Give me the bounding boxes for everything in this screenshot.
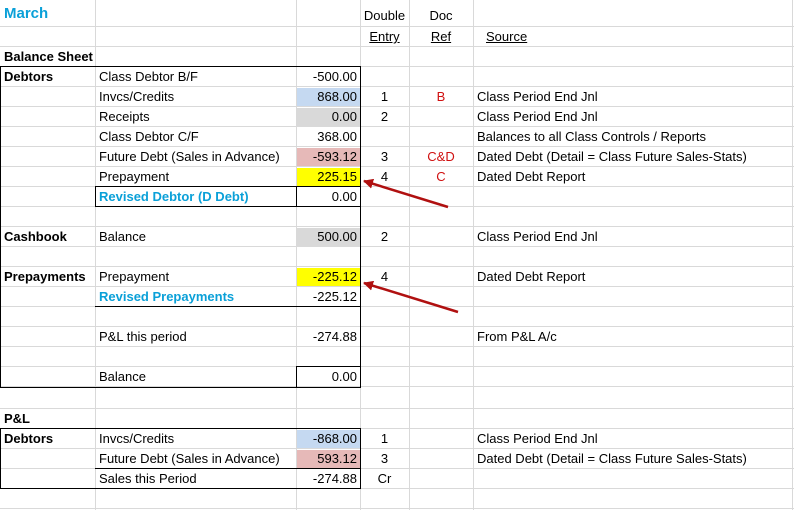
cashbook-value[interactable]: 500.00: [297, 228, 360, 246]
debtor-row-entry: 3: [380, 149, 389, 164]
debtor-row-value[interactable]: 868.00: [297, 88, 360, 106]
pl-row-value[interactable]: -274.88: [312, 471, 357, 486]
pl-row-source: Dated Debt (Detail = Class Future Sales-Stats): [477, 451, 747, 466]
pl-row-label: Sales this Period: [99, 471, 197, 486]
cashbook-source: Class Period End Jnl: [477, 229, 598, 244]
debtor-row-source: Dated Debt Report: [477, 169, 586, 184]
pl-debtors-label: Debtors: [4, 431, 54, 446]
debtor-row-source: Balances to all Class Controls / Reports: [477, 129, 707, 144]
pl-this-period-label: P&L this period: [99, 329, 187, 344]
pl-row-entry: Cr: [377, 471, 392, 486]
arrow-to-prepayments-value: [364, 283, 458, 312]
pl-heading: P&L: [4, 411, 30, 426]
prepayments-value[interactable]: -225.12: [297, 268, 360, 286]
prepayments-item: Prepayment: [99, 269, 170, 284]
debtor-row-entry: 1: [380, 89, 389, 104]
debtor-row-label: Prepayment: [99, 169, 170, 184]
pl-row-value[interactable]: -868.00: [297, 430, 360, 448]
header-entry: Entry: [369, 29, 400, 44]
header-source: Source: [486, 29, 528, 44]
debtor-row-doc-ref: C&D: [427, 149, 455, 164]
pl-row-label: Future Debt (Sales in Advance): [99, 451, 280, 466]
revised-debtor-label: Revised Debtor (D Debt): [99, 189, 249, 204]
sheet-title: March: [4, 5, 49, 22]
debtor-row-entry: 4: [380, 169, 389, 184]
debtor-row-label: Future Debt (Sales in Advance): [99, 149, 280, 164]
prepayments-source: Dated Debt Report: [477, 269, 586, 284]
arrow-to-debtor-prepayment: [364, 181, 448, 207]
header-ref: Ref: [430, 29, 452, 44]
balance-sheet-heading: Balance Sheet: [4, 49, 93, 64]
pl-this-period-value[interactable]: -274.88: [312, 329, 357, 344]
pl-row-entry: 3: [380, 451, 389, 466]
debtor-row-value[interactable]: -500.00: [312, 69, 357, 84]
debtor-row-label: Class Debtor B/F: [99, 69, 198, 84]
debtor-row-source: Class Period End Jnl: [477, 109, 598, 124]
prepayments-entry: 4: [380, 269, 389, 284]
debtor-row-value[interactable]: 368.00: [317, 129, 357, 144]
pl-row-entry: 1: [380, 431, 389, 446]
debtor-row-label: Receipts: [99, 109, 150, 124]
debtor-row-value[interactable]: -593.12: [297, 148, 360, 166]
revised-debtor-value[interactable]: 0.00: [331, 189, 357, 204]
debtor-row-source: Class Period End Jnl: [477, 89, 598, 104]
balance-value[interactable]: 0.00: [331, 369, 357, 384]
pl-row-source: Class Period End Jnl: [477, 431, 598, 446]
debtors-label: Debtors: [4, 69, 54, 84]
pl-row-label: Invcs/Credits: [99, 431, 175, 446]
revised-prepayments-value[interactable]: -225.12: [312, 289, 357, 304]
debtor-row-entry: 2: [380, 109, 389, 124]
debtor-row-doc-ref: C: [436, 169, 446, 184]
header-doc: Doc: [429, 8, 453, 23]
pl-row-value[interactable]: 593.12: [297, 450, 360, 468]
debtor-row-value[interactable]: 225.15: [297, 168, 360, 186]
cashbook-label: Cashbook: [4, 229, 67, 244]
cashbook-entry: 2: [380, 229, 389, 244]
cashbook-item: Balance: [99, 229, 146, 244]
prepayments-label: Prepayments: [4, 269, 86, 284]
debtor-row-label: Class Debtor C/F: [99, 129, 199, 144]
debtor-row-source: Dated Debt (Detail = Class Future Sales-Stats): [477, 149, 747, 164]
balance-label: Balance: [99, 369, 146, 384]
debtor-row-value[interactable]: 0.00: [297, 108, 360, 126]
debtor-row-doc-ref: B: [436, 89, 446, 104]
header-double: Double: [363, 8, 406, 23]
pl-this-period-source: From P&L A/c: [477, 329, 557, 344]
debtor-row-label: Invcs/Credits: [99, 89, 175, 104]
revised-prepayments-label: Revised Prepayments: [99, 289, 235, 304]
